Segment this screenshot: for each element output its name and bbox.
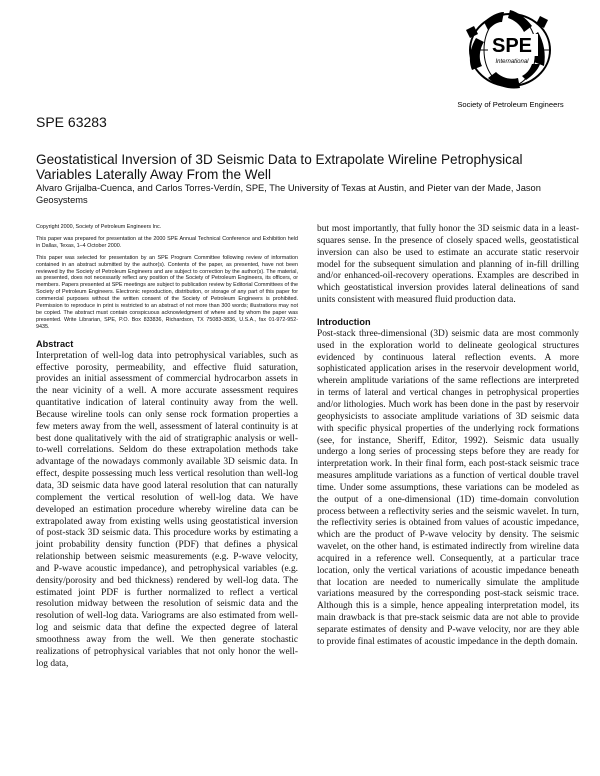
paper-title: Geostatistical Inversion of 3D Seismic Data to Extrapolate Wireline Petrophysical Variables Laterally Away From the Well (36, 152, 523, 182)
right-column (317, 224, 579, 649)
paper-number: SPE 63283 (36, 114, 107, 130)
left-column (36, 224, 298, 670)
authors: Alvaro Grijalba-Cuenca, and Carlos Torres-Verdín, SPE, The University of Texas at Austin, and Pieter van der Made, Jason Geosystems (36, 183, 541, 205)
introduction-text: Post-stack three-dimensional (3D) seismic data are most commonly used in the exploration world to delineate geological structures evidenced by continuous lateral reflection events. A more sophisticated application arises in the reservoir development world, wherein amplitude variations of the same reflections are interpreted in terms of lateral and vertical changes in petrophysical properties and/or lithologies. Much work has been done in the past by reservoir geophysicists to associate amplitude variations of 3D seismic data with specific physical properties of the underlying rock formations (see, for instance, Sheriff, Editor, 1992). Seismic data usually undergo a long series of processing steps before they are ready for interpretation work. In their final form, each post-stack seismic trace measures amplitude variations as a function of vertical double travel time. Under some assumptions, these variations can be modeled as the output of a one-dimensional (1D) time-domain convolution process between a reflectivity series and the seismic wavelet. In turn, the reflectivity series is obtained from values of acoustic impedance, which are the product of P-wave velocity by density. The seismic wavelet, on the other hand, is estimated indirectly from wireline data acquired in a reference well. Consequently, at a particular trace location, only the vertical variations of acoustic impedance beneath that location are needed to numerically simulate the amplitude variations measured by the corresponding post-stack seismic trace. Although this is a simple, hence appealing interpretation model, its main drawback is that pre-stack seismic data are not able to provide separate estimates of density and P-wave velocity, nor are they able to provide final estimates of acoustic impedance in the depth domain. (317, 328, 579, 647)
logo-mark: SPE (491, 35, 533, 57)
logo-subtext: International (495, 59, 529, 65)
abstract-text: Interpretation of well-log data into petrophysical variables, such as effective porosity, permeability, and effective fluid saturation, provides an initial assessment of commercial hydrocarbon assets in the near vicinity of a well. A more accurate assessment requires quantitative indication of lateral continuity away from the well. Because wireline tools can only sense rock formation properties a few meters away from the well, assessment of lateral continuity is at best done qualitatively with the aid of stratigraphic analysis or well-to-well correlations. Seldom do these extrapolation methods take advantage of the nowadays commonly available 3D seismic data. In effect, despite possessing much less vertical resolution than well-log data, 3D seismic data have good lateral resolution that can naturally complement the vertical resolution of well-log data. We have developed an estimation procedure whereby wireline data can be extrapolated away from existing wells using geostatistical inversion of post-stack 3D seismic data. This procedure works by estimating a joint probability density function (PDF) that defines a physical relationship between seismic measurements (e.g. P-wave velocity, and P-wave acoustic impedance), and petrophysical variables (e.g. density/porosity and bed thickness) rendered by well-log data. The estimated joint PDF is further normalized to reflect a vertical resolution midway between the resolution of seismic data and the resolution of well-log data. Variograms are also estimated from well-log and seismic data that define the expected degree of lateral smoothness away from the well. We then generate stochastic realizations of petrophysical variables that not only honor the well-log data, (36, 350, 298, 669)
copyright-notice: Copyright 2000, Society of Petroleum Engineers Inc. (36, 224, 162, 230)
spe-logo (448, 8, 573, 110)
review-notice: This paper was selected for presentation by an SPE Program Committee following review of information contained in an abstract submitted by the author(s). Contents of the paper, as presented, have not been reviewed by the Society of Petroleum Engineers and are subject to correction by the author(s). The material, as presented, does not necessarily reflect any position of the Society of Petroleum Engineers, its officers, or members. Papers presented at SPE meetings are subject to publication review by Editorial Committees of the Society of Petroleum Engineers. Electronic reproduction, distribution, or storage of any part of this paper for commercial purposes without the written consent of the Society of Petroleum Engineers is prohibited. Permission to reproduce in print is restricted to an abstract of not more than 300 words; illustrations may not be copied. The abstract must contain conspicuous acknowledgment of where and by whom the paper was presented. Write Librarian, SPE, P.O. Box 833836, Richardson, TX 75083-3836, U.S.A., fax 01-972-952-9435. (36, 254, 298, 330)
abstract-heading: Abstract (36, 338, 74, 349)
logo-caption: Society of Petroleum Engineers (457, 100, 564, 109)
presentation-notice: This paper was prepared for presentation at the 2000 SPE Annual Technical Conference and Exhibition held in Dallas, Texas, 1–4 October 2000. (36, 235, 298, 249)
introduction-heading: Introduction (317, 316, 371, 327)
abstract-continuation: but most importantly, that fully honor the 3D seismic data in a least-squares sense. In the presence of closely spaced wells, geostatistical inversion can also be used to estimate an accurate static reservoir model for the subsequent simulation and planning of in-fill drilling and/or enhanced-oil-recovery operations. Examples are described in which geostatistical inversion provides lateral delineations of sand units consistent with measured fluid production data. (317, 224, 579, 306)
spe-globe-icon (448, 8, 573, 100)
